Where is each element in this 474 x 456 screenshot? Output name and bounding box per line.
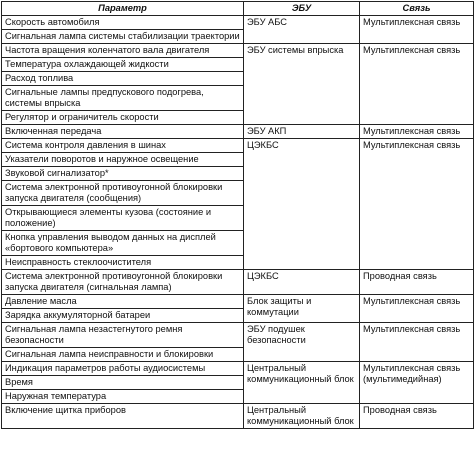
parameter-cell: Индикация параметров работы аудиосистемы [2, 362, 244, 376]
connection-cell: Мультиплексная связь (мультимедийная) [360, 362, 474, 404]
ecu-cell: Центральный коммуникационный блок [244, 362, 360, 404]
header-ecu: ЭБУ [244, 2, 360, 16]
ecu-cell: ЭБУ подушек безопасности [244, 323, 360, 362]
header-connection: Связь [360, 2, 474, 16]
parameter-cell: Давление масла [2, 295, 244, 309]
connection-cell: Мультиплексная связь [360, 16, 474, 44]
parameter-cell: Включение щитка приборов [2, 404, 244, 429]
spec-table-container [1, 1, 473, 454]
parameter-cell: Наружная температура [2, 390, 244, 404]
ecu-cell: ЭБУ системы впрыска [244, 44, 360, 125]
table-row [2, 139, 474, 153]
table-row [2, 323, 474, 348]
table-row [2, 125, 474, 139]
parameter-cell: Сигнальные лампы предпускового подогрева, системы впрыска [2, 86, 244, 111]
parameter-cell: Кнопка управления выводом данных на дисплей «бортового компьютера» [2, 231, 244, 256]
parameter-cell: Система электронной противоугонной блокировки запуска двигателя (сообщения) [2, 181, 244, 206]
connection-cell: Мультиплексная связь [360, 323, 474, 362]
table-row [2, 270, 474, 295]
connection-cell: Мультиплексная связь [360, 44, 474, 125]
table-row [2, 362, 474, 376]
connection-cell: Мультиплексная связь [360, 295, 474, 323]
header-parameter: Параметр [2, 2, 244, 16]
parameter-cell: Звуковой сигнализатор* [2, 167, 244, 181]
parameter-cell: Система контроля давления в шинах [2, 139, 244, 153]
parameter-cell: Сигнальная лампа системы стабилизации траектории [2, 30, 244, 44]
parameter-cell: Зарядка аккумуляторной батареи [2, 309, 244, 323]
parameter-cell: Регулятор и ограничитель скорости [2, 111, 244, 125]
ecu-cell: ЦЭКБС [244, 139, 360, 270]
connection-cell: Проводная связь [360, 270, 474, 295]
connection-cell: Мультиплексная связь [360, 139, 474, 270]
ecu-cell: ЭБУ АКП [244, 125, 360, 139]
header-row [2, 2, 474, 16]
parameter-cell: Температура охлаждающей жидкости [2, 58, 244, 72]
parameter-cell: Включенная передача [2, 125, 244, 139]
parameter-cell: Открывающиеся элементы кузова (состояние и положение) [2, 206, 244, 231]
connection-cell: Мультиплексная связь [360, 125, 474, 139]
parameter-cell: Частота вращения коленчатого вала двигателя [2, 44, 244, 58]
table-body [2, 16, 474, 429]
parameter-cell: Сигнальная лампа незастегнутого ремня безопасности [2, 323, 244, 348]
connection-cell: Проводная связь [360, 404, 474, 429]
parameter-cell: Время [2, 376, 244, 390]
parameter-cell: Сигнальная лампа неисправности и блокировки [2, 348, 244, 362]
table-row [2, 295, 474, 309]
parameter-cell: Система электронной противоугонной блокировки запуска двигателя (сигнальная лампа) [2, 270, 244, 295]
ecu-cell: Центральный коммуникационный блок [244, 404, 360, 429]
parameter-cell: Неисправность стеклоочистителя [2, 256, 244, 270]
table-row [2, 44, 474, 58]
parameter-cell: Расход топлива [2, 72, 244, 86]
parameter-cell: Скорость автомобиля [2, 16, 244, 30]
table-row [2, 16, 474, 30]
ecu-cell: Блок защиты и коммутации [244, 295, 360, 323]
ecu-cell: ЭБУ АБС [244, 16, 360, 44]
table-row [2, 404, 474, 429]
parameter-table [1, 1, 474, 429]
ecu-cell: ЦЭКБС [244, 270, 360, 295]
parameter-cell: Указатели поворотов и наружное освещение [2, 153, 244, 167]
